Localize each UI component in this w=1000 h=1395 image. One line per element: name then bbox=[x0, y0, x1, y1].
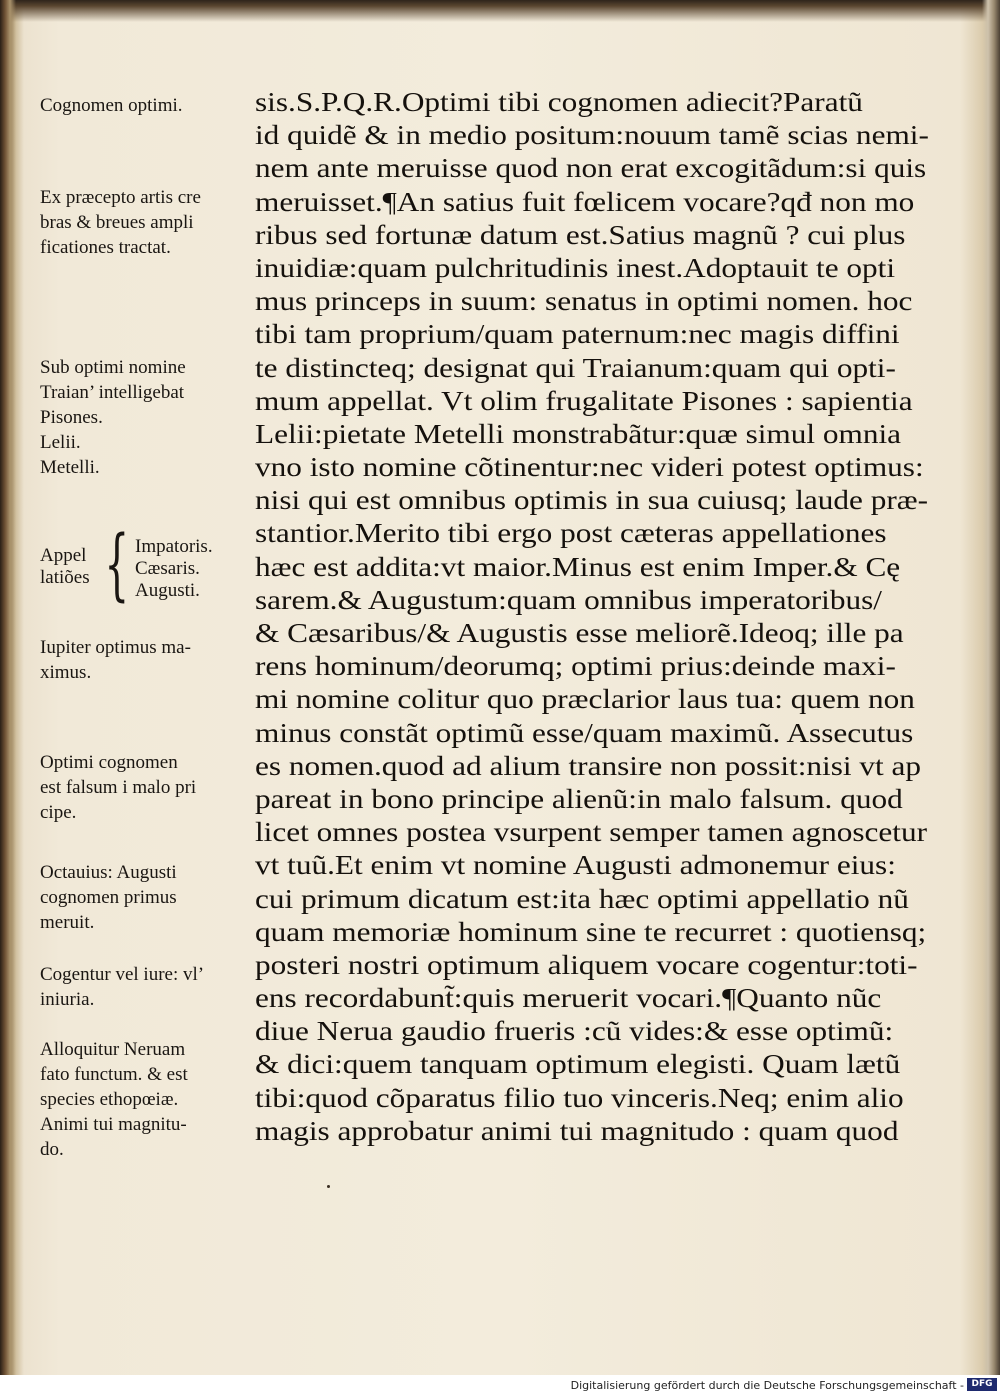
marginalia-column bbox=[40, 0, 265, 1300]
margin-note-cogentur: Cogentur vel iure: vl’ iniuria. bbox=[40, 964, 205, 1010]
text-line: sis.S.P.Q.R.Optimi tibi cognomen adiecit?Paratũ bbox=[255, 87, 863, 117]
text-line: nem ante meruisse quod non erat excogitãdum:si quis bbox=[255, 153, 927, 184]
text-line: ens recordabunt̃:quis meruerit vocari.¶Quanto nũc bbox=[255, 983, 882, 1014]
main-text-block bbox=[255, 86, 955, 1148]
appellationes-list bbox=[135, 536, 213, 602]
text-line: tibi tam proprium/quam paternum:nec magis diffini bbox=[255, 319, 900, 350]
appellatio-item: Impatoris. bbox=[135, 536, 213, 557]
text-line: tibi:quod cõparatus filio tuo vinceris.Neq; enim alio bbox=[255, 1082, 904, 1113]
text-line: nisi qui est omnibus optimis in sua cuiusq; laude præ- bbox=[255, 485, 929, 516]
text-line: vt tuũ.Et enim vt nomine Augusti admonemur eius: bbox=[255, 850, 896, 881]
text-line: ribus sed fortunæ datum est.Satius magnũ ? cui plus bbox=[255, 219, 906, 250]
text-line: id quidẽ & in medio positum:nouum tamẽ scias nemi- bbox=[255, 120, 929, 151]
text-line: magis approbatur animi tui magnitudo : quam quod bbox=[255, 1115, 899, 1146]
text-line: stantior.Merito tibi ergo post cæteras appellationes bbox=[255, 518, 887, 549]
text-line: minus constãt optimũ esse/quam maximũ. Assecutus bbox=[255, 717, 914, 748]
text-line: mi nomine colitur quo præclarior laus tua: quem non bbox=[255, 684, 915, 715]
funding-credit: Digitalisierung gefördert durch die Deutsche Forschungsgemeinschaft - bbox=[570, 1379, 964, 1392]
margin-note-ex-praecepto: Ex præcepto artis cre bras & breues ampli ficationes tractat. bbox=[40, 187, 201, 258]
margin-note-jupiter: Iupiter optimus ma- ximus. bbox=[40, 637, 191, 683]
text-line: diue Nerua gaudio frueris :cũ vides:& esse optimũ: bbox=[255, 1016, 894, 1047]
appellationes-label: Appel latiões bbox=[40, 545, 90, 588]
text-line: es nomen.quod ad alium transire non possit:nisi vt ap bbox=[255, 750, 922, 781]
text-line: rens hominum/deorumq; optimi prius:deinde maxi- bbox=[255, 651, 896, 682]
margin-note-sub-optimi: Sub optimi nomine Traian’ intelligebat Pisones. Lelii. Metelli. bbox=[40, 357, 186, 478]
text-line: licet omnes postea vsurpent semper tamen agnoscetur bbox=[255, 817, 928, 848]
appellatio-item: Augusti. bbox=[135, 580, 200, 601]
ink-speck bbox=[327, 1185, 330, 1188]
margin-note-alloquitur: Alloquitur Neruam fato functum. & est species ethopœiæ. Animi tui magnitu- do. bbox=[40, 1039, 188, 1160]
text-line: inuidiæ:quam pulchritudinis inest.Adoptauit te opti bbox=[255, 252, 896, 283]
text-line: mus princeps in suum: senatus in optimi nomen. hoc bbox=[255, 286, 913, 317]
margin-note-cognomen: Cognomen optimi. bbox=[40, 95, 183, 116]
margin-note-optimi-cognomen: Optimi cognomen est falsum i malo pri cipe. bbox=[40, 752, 197, 823]
text-line: Lelii:pietate Metelli monstrabãtur:quæ simul omnia bbox=[255, 418, 902, 449]
text-line: quam memoriæ hominum sine te recurret : quotiensq; bbox=[255, 916, 927, 947]
curly-brace-icon: { bbox=[104, 520, 130, 610]
text-line: hæc est addita:vt maior.Minus est enim Imper.& Cę bbox=[255, 551, 901, 582]
text-line: sarem.& Augustum:quam omnibus imperatoribus/ bbox=[255, 584, 883, 615]
text-line: pareat in bono principe alienũ:in malo falsum. quod bbox=[255, 783, 903, 814]
text-line: posteri nostri optimum aliquem vocare cogentur:toti- bbox=[255, 949, 918, 980]
text-line: & Cæsaribus/& Augustis esse meliorẽ.Ideoq; ille pa bbox=[255, 618, 904, 648]
text-line: cui primum dicatum est:ita hæc optimi appellatio nũ bbox=[255, 883, 909, 914]
text-line: & dici:quem tanquam optimum elegisti. Quam lætũ bbox=[255, 1049, 901, 1080]
margin-note-octauius: Octauius: Augusti cognomen primus meruit. bbox=[40, 862, 177, 933]
appellatio-item: Cæsaris. bbox=[135, 558, 200, 579]
text-line: mum appellat. Vt olim frugalitate Pisones : sapientia bbox=[255, 385, 913, 416]
dfg-logo[interactable]: DFG bbox=[967, 1378, 997, 1391]
text-line: vno isto nomine cõtinentur:nec videri potest optimus: bbox=[255, 452, 924, 483]
text-line: meruisset.¶An satius fuit fœlicem vocare?qđ non mo bbox=[255, 186, 915, 217]
book-spine-edge bbox=[0, 0, 16, 1375]
text-line: te distincteq; designat qui Traianum:quam qui opti- bbox=[255, 352, 896, 383]
